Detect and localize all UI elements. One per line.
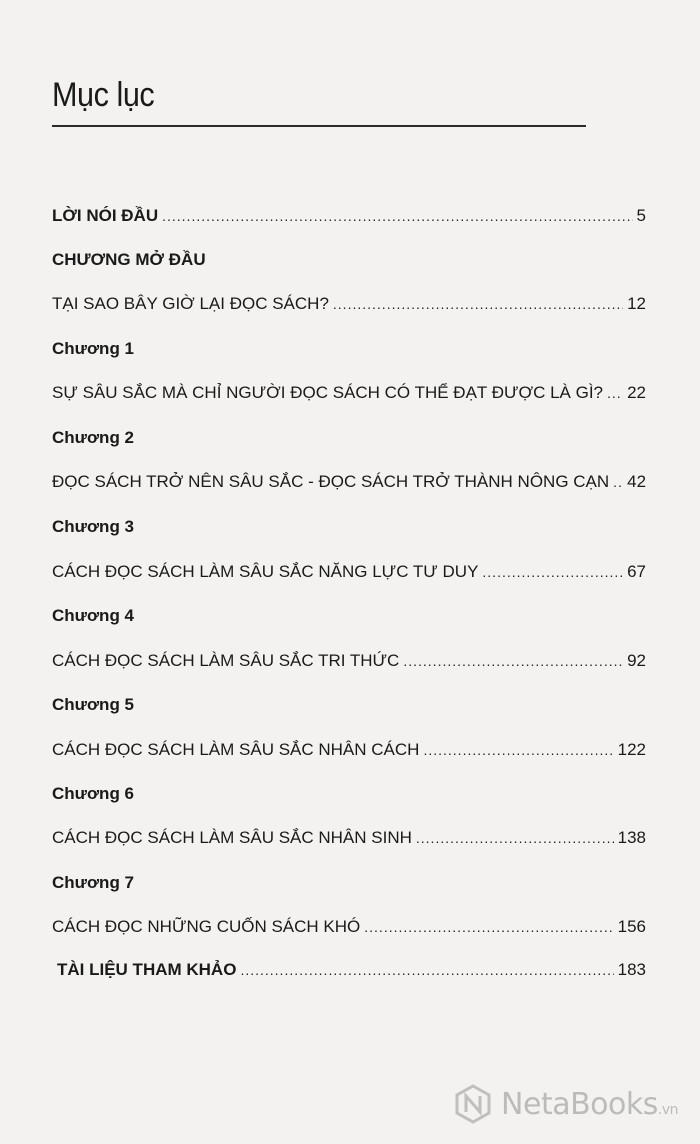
toc-page-number: 183	[617, 960, 646, 979]
toc-entry-title: TẠI SAO BÂY GIỜ LẠI ĐỌC SÁCH?	[52, 294, 329, 313]
dot-leader	[162, 208, 632, 224]
toc-entry-chapter-3[interactable]	[52, 562, 646, 582]
toc-page-number: 22	[627, 383, 646, 402]
chapter-label-2: Chương 2	[52, 428, 135, 447]
chapter-label-1: Chương 1	[52, 339, 135, 358]
page-title: Mục lục	[52, 76, 155, 114]
toc-heading-chuong-mo-dau: CHƯƠNG MỞ ĐẦU	[52, 250, 206, 269]
toc-page-number: 67	[627, 562, 646, 581]
chapter-label-5: Chương 5	[52, 695, 135, 714]
toc-entry-chapter-2[interactable]	[52, 472, 646, 492]
toc-entry-title: LỜI NÓI ĐẦU	[52, 206, 159, 225]
dot-leader	[416, 830, 614, 846]
toc-page-number: 92	[627, 651, 646, 670]
netabooks-logo-icon	[453, 1084, 493, 1124]
toc-entry-title: CÁCH ĐỌC SÁCH LÀM SÂU SẮC TRI THỨC	[52, 651, 400, 670]
toc-entry-title: CÁCH ĐỌC SÁCH LÀM SÂU SẮC NHÂN SINH	[52, 828, 412, 847]
toc-page-number: 122	[617, 740, 646, 759]
chapter-label-6: Chương 6	[52, 784, 135, 803]
toc-page-number: 12	[627, 294, 646, 313]
chapter-label-4: Chương 4	[52, 606, 135, 625]
toc-entry-references[interactable]	[57, 960, 646, 980]
dot-leader	[333, 296, 623, 312]
dot-leader	[403, 653, 623, 669]
chapter-label-3: Chương 3	[52, 517, 135, 536]
dot-leader	[482, 564, 623, 580]
watermark-brand: NetaBooks	[501, 1086, 658, 1122]
toc-entry-title: CÁCH ĐỌC SÁCH LÀM SÂU SẮC NĂNG LỰC TƯ DUY	[52, 562, 479, 581]
title-underline	[52, 125, 586, 127]
dot-leader	[240, 962, 613, 978]
netabooks-watermark	[453, 1084, 678, 1124]
toc-entry-chapter-1[interactable]	[52, 383, 646, 403]
dot-leader	[607, 385, 623, 401]
dot-leader	[364, 919, 613, 935]
toc-entry-title: SỰ SÂU SẮC MÀ CHỈ NGƯỜI ĐỌC SÁCH CÓ THỂ ĐẠT ĐƯỢC LÀ GÌ?	[52, 383, 603, 402]
toc-entry-chapter-6[interactable]	[52, 828, 646, 848]
toc-entry-tai-sao[interactable]	[52, 294, 646, 314]
dot-leader	[613, 474, 623, 490]
chapter-label-7: Chương 7	[52, 873, 135, 892]
toc-entry-title: TÀI LIỆU THAM KHẢO	[57, 960, 237, 979]
watermark-text	[501, 1087, 678, 1122]
toc-page-number: 5	[636, 206, 646, 225]
toc-page-number: 138	[617, 828, 646, 847]
toc-entry-title: ĐỌC SÁCH TRỞ NÊN SÂU SẮC - ĐỌC SÁCH TRỞ THÀNH NÔNG CẠN	[52, 472, 610, 491]
toc-entry-chapter-5[interactable]	[52, 740, 646, 760]
toc-page-number: 156	[617, 917, 646, 936]
toc-entry-chapter-7[interactable]	[52, 917, 646, 937]
toc-entry-loi-noi-dau[interactable]	[52, 206, 646, 226]
toc-page-number: 42	[627, 472, 647, 491]
dot-leader	[423, 742, 613, 758]
toc-entry-title: CÁCH ĐỌC NHỮNG CUỐN SÁCH KHÓ	[52, 917, 361, 936]
toc-entry-title: CÁCH ĐỌC SÁCH LÀM SÂU SẮC NHÂN CÁCH	[52, 740, 420, 759]
watermark-suffix: .vn	[657, 1101, 678, 1118]
toc-entry-chapter-4[interactable]	[52, 651, 646, 671]
